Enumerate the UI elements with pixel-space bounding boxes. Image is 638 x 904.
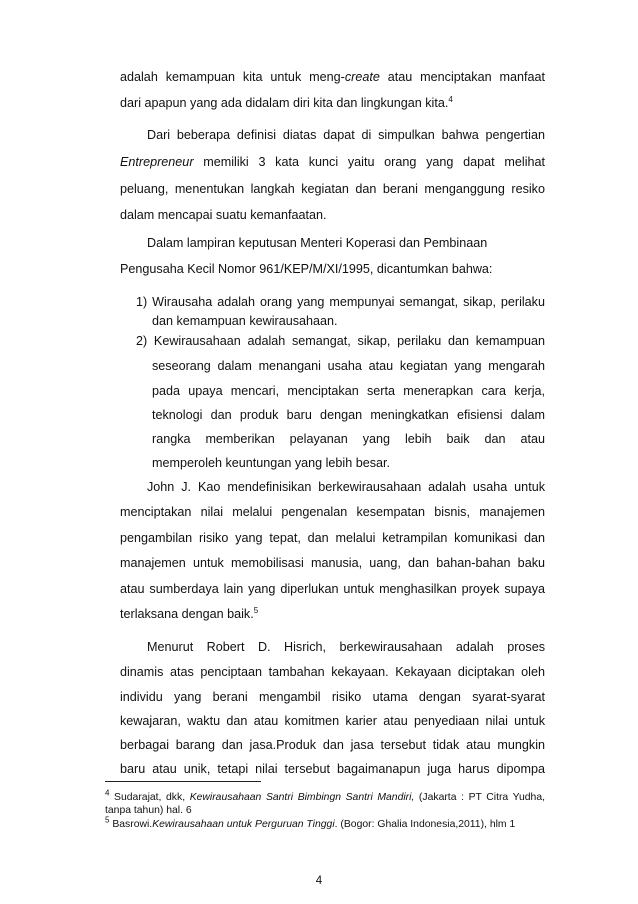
footnote-ref-5: 5 (253, 605, 259, 615)
body-line: kewajaran, waktu dan atau komitmen karier atau penyediaan nilai untuk (120, 714, 545, 728)
body-line: atau sumberdaya lain yang diperlukan untuk menghasilkan proyek supaya (120, 582, 545, 596)
list-item-2-cont: memperoleh keuntungan yang lebih besar. (152, 456, 391, 470)
body-line: Dalam lampiran keputusan Menteri Koperasi dan Pembinaan (147, 236, 488, 250)
body-line: berbagai barang dan jasa.Produk dan jasa tersebut tidak atau mungkin (120, 738, 545, 752)
list-item-1: 1) Wirausaha adalah orang yang mempunyai semangat, sikap, perilaku (136, 295, 545, 309)
page-number: 4 (315, 875, 323, 887)
list-item-2: 2) Kewirausahaan adalah semangat, sikap, perilaku dan kemampuan (136, 334, 545, 348)
list-item-2-cont: seseorang dalam menangani usaha atau kegiatan yang mengarah (152, 359, 545, 373)
footnote-separator (105, 781, 261, 782)
body-line: menciptakan nilai melalui pengenalan kesempatan bisnis, manajemen (120, 505, 545, 519)
body-line: adalah kemampuan kita untuk meng-create atau menciptakan manfaat (120, 70, 545, 84)
body-line: dinamis atas penciptaan tambahan kekayaan. Kekayaan diciptakan oleh (120, 665, 545, 679)
body-line: Pengusaha Kecil Nomor 961/KEP/M/XI/1995, dicantumkan bahwa: (120, 262, 493, 276)
footnote-4-cont: tanpa tahun) hal. 6 (105, 805, 192, 816)
footnote-5: $^5$ Basrowi.Kewirausahaan untuk Perguruan Tinggi. (Bogor: Ghalia Indonesia,2011), hlm 1 (105, 815, 516, 830)
body-line: baru atau unik, tetapi nilai tersebut bagaimanapun juga harus dipompa (120, 762, 545, 776)
list-item-1-cont: dan kemampuan kewirausahaan. (152, 314, 338, 328)
body-line: John J. Kao mendefinisikan berkewirausahaan adalah usaha untuk (147, 480, 545, 494)
list-item-2-cont: teknologi dan produk baru dengan meningkatkan efisiensi dalam (152, 408, 545, 422)
body-line: Dari beberapa definisi diatas dapat di simpulkan bahwa pengertian (147, 128, 545, 142)
body-line: dalam mencapai suatu kemanfaatan. (120, 208, 327, 222)
body-line: pengambilan risiko yang tepat, dan melalui ketrampilan komunikasi dan (120, 531, 545, 545)
list-item-2-cont: pada upaya mencari, menciptakan serta menerapkan cara kerja, (152, 384, 545, 398)
body-line: Menurut Robert D. Hisrich, berkewirausahaan adalah proses (147, 640, 545, 654)
body-line: terlaksana dengan baik.$^5$ (120, 605, 259, 621)
list-item-2-cont: rangka memberikan pelayanan yang lebih baik dan atau (152, 432, 545, 446)
body-line: peluang, menentukan langkah kegiatan dan berani menganggung resiko (120, 182, 545, 196)
body-line: individu yang berani mengambil risiko utama dengan syarat-syarat (120, 690, 545, 704)
footnote-ref-4: 4 (448, 94, 453, 104)
footnote-4: $^4$ Sudarajat, dkk, Kewirausahaan Santri Bimbingn Santri Mandiri, (Jakarta : PT Citra Yudha, (105, 788, 545, 803)
body-line: manajemen untuk memobilisasi manusia, uang, dan bahan-bahan baku (120, 556, 545, 570)
body-line: dari apapun yang ada didalam diri kita dan lingkungan kita.$^4$ (120, 94, 453, 110)
body-line: Entrepreneur memiliki 3 kata kunci yaitu orang yang dapat melihat (120, 155, 545, 169)
